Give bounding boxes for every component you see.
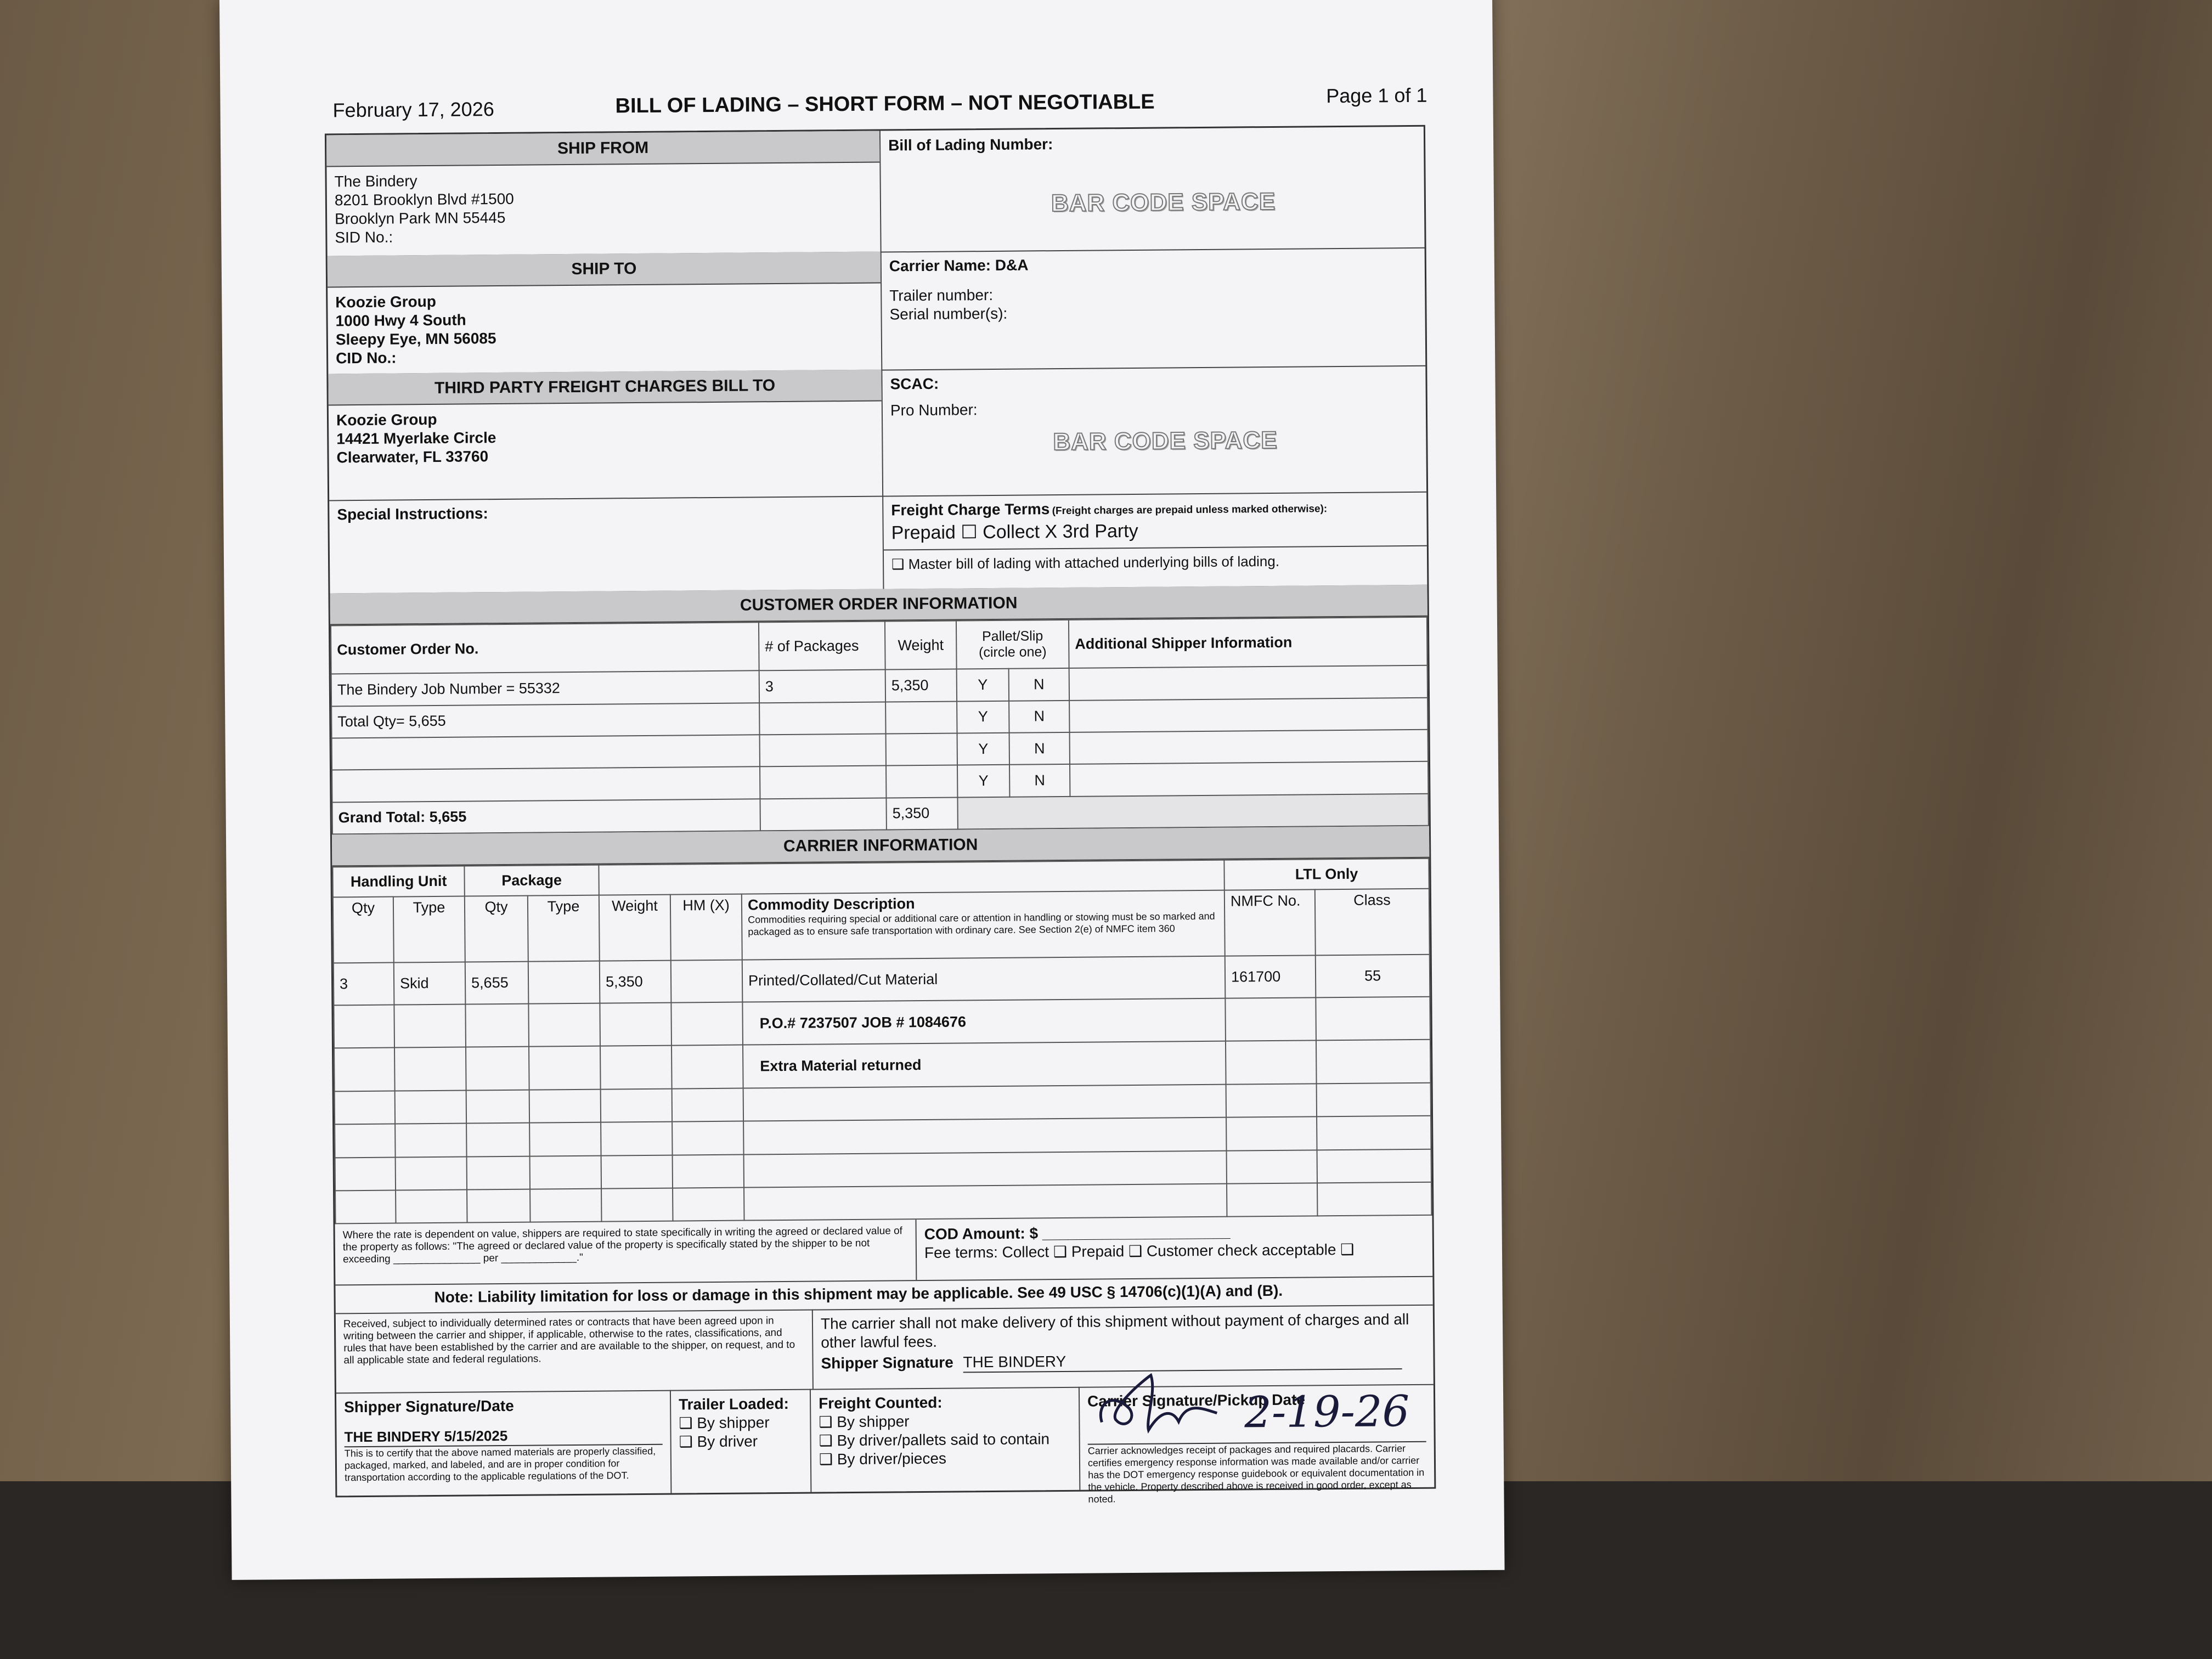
class-cell bbox=[1317, 1149, 1431, 1183]
customer-order-header-row bbox=[331, 617, 1427, 674]
pkg-qty-cell bbox=[465, 1003, 529, 1047]
ship-to-street: 1000 Hwy 4 South bbox=[335, 311, 466, 330]
trailer-loaded-by-shipper: ❑ By shipper bbox=[679, 1414, 770, 1432]
freight-counted-by-driver-pieces: ❑ By driver/pieces bbox=[819, 1449, 947, 1468]
additional-info-cell bbox=[1070, 761, 1428, 796]
carrier-name: Carrier Name: D&A bbox=[889, 256, 1029, 275]
commodity-spacer bbox=[599, 860, 1224, 895]
customer-order-cell: The Bindery Job Number = 55332 bbox=[331, 671, 759, 706]
shipper-certify-note: This is to certify that the above named materials are properly classified, packaged, marked, and labeled, and are in proper condition for transportation according to the applicable regulations of the DOT. bbox=[344, 1445, 656, 1483]
class-cell bbox=[1317, 1116, 1431, 1150]
carrier-acknowledgement: Carrier acknowledges receipt of packages and required placards. Carrier certifies emergency response information was made available and/or carrier has the DOT emergency response guidebook or equivalent documentation in the vehicle. Property described above is received in good order, except as noted. bbox=[1088, 1441, 1427, 1505]
weight-cell bbox=[600, 1046, 672, 1090]
pkg-type-cell bbox=[528, 1003, 600, 1047]
pkg-qty-cell bbox=[467, 1189, 530, 1222]
pallet-n: N bbox=[1009, 701, 1069, 733]
ship-to-city: Sleepy Eye, MN 56085 bbox=[335, 330, 496, 348]
ship-to-name: Koozie Group bbox=[335, 292, 436, 311]
freight-counted-label: Freight Counted: bbox=[819, 1393, 943, 1412]
freight-counted-by-driver-pallets: ❑ By driver/pallets said to contain bbox=[819, 1430, 1050, 1449]
freight-counted-by-shipper: ❑ By shipper bbox=[819, 1413, 910, 1431]
nmfc-cell bbox=[1227, 1183, 1317, 1217]
hu-type-cell bbox=[394, 1047, 466, 1091]
liability-note: Note: Liability limitation for loss or damage in this shipment may be applicable. See 49 USC § 14706(c)(1)(A) and (B). bbox=[434, 1282, 1283, 1306]
customer-order-table bbox=[330, 617, 1429, 835]
commodity-cell: Printed/Collated/Cut Material bbox=[742, 956, 1226, 1002]
ltl-only-header: LTL Only bbox=[1224, 859, 1429, 890]
ship-from-city: Brooklyn Park MN 55445 bbox=[335, 208, 506, 228]
freight-counted-section bbox=[811, 1387, 1080, 1492]
customer-order-cell: Total Qty= 5,655 bbox=[331, 703, 759, 738]
pkg-type-cell bbox=[528, 961, 600, 1004]
third-party-heading: THIRD PARTY FREIGHT CHARGES BILL TO bbox=[328, 370, 881, 406]
ship-to-heading: SHIP TO bbox=[328, 252, 881, 288]
pallet-y: Y bbox=[957, 669, 1009, 701]
pkg-type-cell bbox=[529, 1122, 601, 1156]
freight-terms-note: (Freight charges are prepaid unless marked otherwise): bbox=[1052, 503, 1328, 517]
hu-qty-cell bbox=[335, 1190, 396, 1223]
packages-cell bbox=[760, 734, 886, 767]
bol-barcode-space: BAR CODE SPACE bbox=[1051, 188, 1276, 217]
hu-qty-cell bbox=[335, 1091, 395, 1125]
signature-row bbox=[336, 1384, 1434, 1505]
nmfc-cell bbox=[1226, 1084, 1317, 1118]
weight-cell bbox=[601, 1122, 672, 1155]
col-hm: HM (X) bbox=[670, 894, 742, 960]
ship-to-row bbox=[328, 247, 1426, 375]
cod-section bbox=[916, 1216, 1432, 1280]
ship-from-section bbox=[326, 131, 882, 256]
col-hu-qty: Qty bbox=[333, 896, 394, 963]
carrier-info-section bbox=[332, 826, 1432, 1224]
class-cell bbox=[1317, 1083, 1431, 1117]
hm-cell bbox=[672, 1045, 743, 1089]
received-section bbox=[336, 1310, 814, 1393]
additional-info-cell bbox=[1069, 665, 1427, 700]
hu-type-cell bbox=[395, 1124, 466, 1157]
pallet-n: N bbox=[1009, 668, 1069, 701]
hu-type-cell bbox=[395, 1091, 466, 1124]
declared-value-note: Where the rate is dependent on value, shippers are required to state specifically in writing the agreed or declared value of the property as follows: "The agreed or declared value of the property is specifically stated by the shipper to be not exceeding _______________ per _____________." bbox=[342, 1225, 903, 1266]
hu-type-cell bbox=[394, 1004, 466, 1048]
trailer-loaded-section bbox=[671, 1389, 811, 1493]
weight-cell bbox=[600, 1002, 672, 1046]
additional-info-cell bbox=[1069, 697, 1427, 732]
cid-number: CID No.: bbox=[336, 349, 397, 367]
hm-cell bbox=[673, 1187, 744, 1221]
col-pkg-qty: Qty bbox=[465, 895, 528, 962]
hm-cell bbox=[672, 1121, 743, 1155]
hu-qty-cell bbox=[335, 1124, 395, 1158]
serial-numbers: Serial number(s): bbox=[889, 304, 1008, 323]
pkg-type-cell bbox=[530, 1155, 601, 1189]
col-additional-info: Additional Shipper Information bbox=[1069, 617, 1427, 669]
ship-from-heading: SHIP FROM bbox=[326, 131, 879, 167]
trailer-loaded-label: Trailer Loaded: bbox=[679, 1395, 789, 1413]
scac-label: SCAC: bbox=[890, 375, 939, 393]
col-pallet-slip: Pallet/Slip (circle one) bbox=[956, 620, 1069, 669]
commodity-cell: P.O.# 7237507 JOB # 1084676 bbox=[742, 998, 1226, 1045]
weight-cell: 5,350 bbox=[885, 669, 957, 702]
shipper-signature-label: Shipper Signature bbox=[821, 1353, 953, 1372]
bol-number-label: Bill of Lading Number: bbox=[888, 136, 1053, 154]
hu-type-cell bbox=[396, 1156, 467, 1190]
hu-qty-cell bbox=[334, 1005, 394, 1048]
hu-type-cell bbox=[396, 1189, 467, 1223]
grand-total-packages bbox=[760, 798, 886, 831]
class-cell bbox=[1316, 1040, 1431, 1084]
pkg-type-cell bbox=[529, 1090, 601, 1123]
hm-cell bbox=[672, 1088, 743, 1122]
third-party-name: Koozie Group bbox=[336, 410, 437, 429]
commodity-label: Commodity Description bbox=[747, 895, 915, 913]
customer-order-cell bbox=[332, 767, 760, 802]
carrier-signature-scribble bbox=[1091, 1369, 1234, 1447]
commodity-cell bbox=[744, 1150, 1227, 1187]
carrier-pickup-date: 2-19-26 bbox=[1244, 1387, 1410, 1438]
third-party-section bbox=[328, 370, 883, 500]
freight-terms-label: Freight Charge Terms bbox=[891, 500, 1050, 519]
ship-to-section bbox=[328, 252, 883, 374]
shipper-signature-date-section bbox=[336, 1390, 672, 1496]
class-cell bbox=[1316, 996, 1430, 1040]
col-class: Class bbox=[1315, 888, 1430, 955]
bol-number-section bbox=[881, 127, 1425, 252]
carrier-name-section bbox=[882, 247, 1426, 370]
weight-cell bbox=[601, 1188, 673, 1221]
handling-unit-header: Handling Unit bbox=[332, 866, 464, 898]
commodity-cell bbox=[743, 1085, 1226, 1121]
carrier-info-table bbox=[332, 858, 1432, 1224]
trailer-loaded-by-driver: ❑ By driver bbox=[679, 1432, 758, 1451]
scac-section bbox=[882, 365, 1426, 496]
weight-cell: 5,350 bbox=[600, 961, 672, 1003]
master-bol-checkbox: ❑ Master bill of lading with attached underlying bills of lading. bbox=[884, 545, 1427, 573]
shipper-signature-value: THE BINDERY bbox=[963, 1350, 1402, 1373]
sid-number: SID No.: bbox=[335, 228, 393, 246]
trailer-number: Trailer number: bbox=[889, 286, 994, 304]
received-note: Received, subject to individually determined rates or contracts that have been agreed upon in writing between the carrier and shipper, if applicable, otherwise to the rates, classifications, and rules that have been established by the carrier and are available to the shipper, on request, and to all applicable state and federal regulations. bbox=[343, 1315, 795, 1367]
fee-terms: Fee terms: Collect ❑ Prepaid ❑ Customer check acceptable ❑ bbox=[924, 1240, 1355, 1261]
ship-from-street: 8201 Brooklyn Blvd #1500 bbox=[334, 190, 514, 209]
declared-value-section bbox=[335, 1220, 917, 1284]
shipper-signature-date-label: Shipper Signature/Date bbox=[344, 1397, 514, 1416]
shipper-signature-date-value: THE BINDERY 5/15/2025 bbox=[344, 1425, 662, 1448]
pkg-type-cell bbox=[529, 1046, 601, 1090]
pallet-y: Y bbox=[957, 701, 1009, 733]
class-cell: 55 bbox=[1316, 955, 1430, 997]
pkg-qty-cell bbox=[466, 1123, 529, 1156]
nmfc-cell bbox=[1226, 1041, 1317, 1085]
pkg-qty-cell bbox=[467, 1156, 530, 1189]
customer-order-cell bbox=[332, 735, 760, 770]
special-instructions-row bbox=[329, 492, 1427, 595]
special-instructions-label: Special Instructions: bbox=[337, 505, 488, 523]
packages-cell: 3 bbox=[759, 670, 885, 703]
freight-terms-section bbox=[883, 492, 1427, 589]
delivery-note: The carrier shall not make delivery of this shipment without payment of charges and all other lawful fees. bbox=[820, 1311, 1409, 1351]
packages-cell bbox=[760, 766, 886, 799]
pro-barcode-space: BAR CODE SPACE bbox=[1053, 426, 1278, 456]
received-row bbox=[336, 1305, 1434, 1394]
col-weight: Weight bbox=[885, 620, 957, 669]
col-packages: # of Packages bbox=[759, 622, 885, 671]
carrier-column-header-row bbox=[333, 888, 1430, 963]
weight-cell bbox=[601, 1089, 672, 1122]
grand-total-label: Grand Total: 5,655 bbox=[332, 799, 760, 834]
third-party-city: Clearwater, FL 33760 bbox=[336, 448, 489, 466]
weight-cell bbox=[601, 1155, 673, 1188]
bol-form bbox=[325, 125, 1436, 1505]
hm-cell bbox=[671, 1002, 743, 1046]
grand-total-weight: 5,350 bbox=[886, 797, 957, 830]
grand-total-shaded bbox=[957, 793, 1428, 829]
class-cell bbox=[1317, 1182, 1431, 1216]
ship-from-row bbox=[326, 127, 1425, 257]
hu-qty-cell bbox=[335, 1157, 396, 1190]
cod-amount: COD Amount: $ ______________________ bbox=[924, 1223, 1231, 1243]
weight-cell bbox=[886, 733, 957, 766]
col-hu-type: Type bbox=[393, 896, 465, 962]
customer-order-section bbox=[330, 585, 1429, 835]
document-header bbox=[220, 83, 1493, 126]
document-title: BILL OF LADING – SHORT FORM – NOT NEGOTIABLE bbox=[615, 90, 1155, 118]
nmfc-cell bbox=[1226, 1117, 1317, 1150]
customer-order-heading: CUSTOMER ORDER INFORMATION bbox=[330, 585, 1427, 625]
col-customer-order-no: Customer Order No. bbox=[331, 622, 759, 674]
hu-qty-cell bbox=[334, 1048, 395, 1092]
commodity-cell bbox=[744, 1183, 1227, 1220]
carrier-info-heading: CARRIER INFORMATION bbox=[332, 826, 1429, 867]
bill-of-lading-sheet bbox=[219, 0, 1505, 1580]
pkg-qty-cell: 5,655 bbox=[465, 962, 529, 1004]
col-pkg-type: Type bbox=[528, 895, 600, 961]
document-date: February 17, 2026 bbox=[332, 98, 494, 122]
weight-cell bbox=[886, 765, 957, 798]
hm-cell bbox=[671, 960, 743, 1003]
pkg-type-cell bbox=[530, 1188, 601, 1222]
pallet-n: N bbox=[1009, 732, 1070, 765]
hu-type-cell: Skid bbox=[394, 962, 466, 1005]
ship-from-name: The Bindery bbox=[334, 172, 417, 190]
col-weight: Weight bbox=[599, 894, 671, 961]
additional-info-cell bbox=[1070, 730, 1428, 764]
hu-qty-cell: 3 bbox=[334, 963, 394, 1005]
hm-cell bbox=[673, 1154, 744, 1188]
carrier-signature-label: Carrier Signature/Pickup Date bbox=[1087, 1391, 1306, 1410]
freight-terms-options: Prepaid ☐ Collect X 3rd Party bbox=[891, 520, 1138, 544]
col-commodity bbox=[742, 890, 1225, 960]
pallet-y: Y bbox=[957, 765, 1009, 797]
carrier-signature-section bbox=[1080, 1384, 1434, 1505]
nmfc-cell: 161700 bbox=[1225, 955, 1316, 998]
pkg-qty-cell bbox=[466, 1090, 529, 1124]
page-number: Page 1 of 1 bbox=[1326, 83, 1427, 108]
commodity-note: Commodities requiring special or additional care or attention in handling or stowing must be so marked and packaged as to ensure safe transportation with ordinary care. See Section 2(e) of NMFC item 360 bbox=[748, 910, 1215, 938]
commodity-cell bbox=[743, 1118, 1226, 1154]
packages-cell bbox=[759, 702, 885, 735]
weight-cell bbox=[885, 701, 957, 733]
third-party-street: 14421 Myerlake Circle bbox=[336, 429, 496, 448]
col-nmfc: NMFC No. bbox=[1224, 889, 1316, 956]
nmfc-cell bbox=[1225, 997, 1316, 1041]
pallet-y: Y bbox=[957, 733, 1009, 765]
value-cod-row bbox=[335, 1216, 1433, 1286]
nmfc-cell bbox=[1227, 1150, 1317, 1183]
pallet-n: N bbox=[1009, 764, 1070, 797]
special-instructions-section bbox=[329, 496, 884, 594]
commodity-cell: Extra Material returned bbox=[743, 1041, 1226, 1088]
third-party-row bbox=[328, 365, 1426, 501]
pkg-qty-cell bbox=[466, 1047, 529, 1091]
pro-number-label: Pro Number: bbox=[890, 401, 978, 419]
package-header: Package bbox=[464, 865, 599, 896]
